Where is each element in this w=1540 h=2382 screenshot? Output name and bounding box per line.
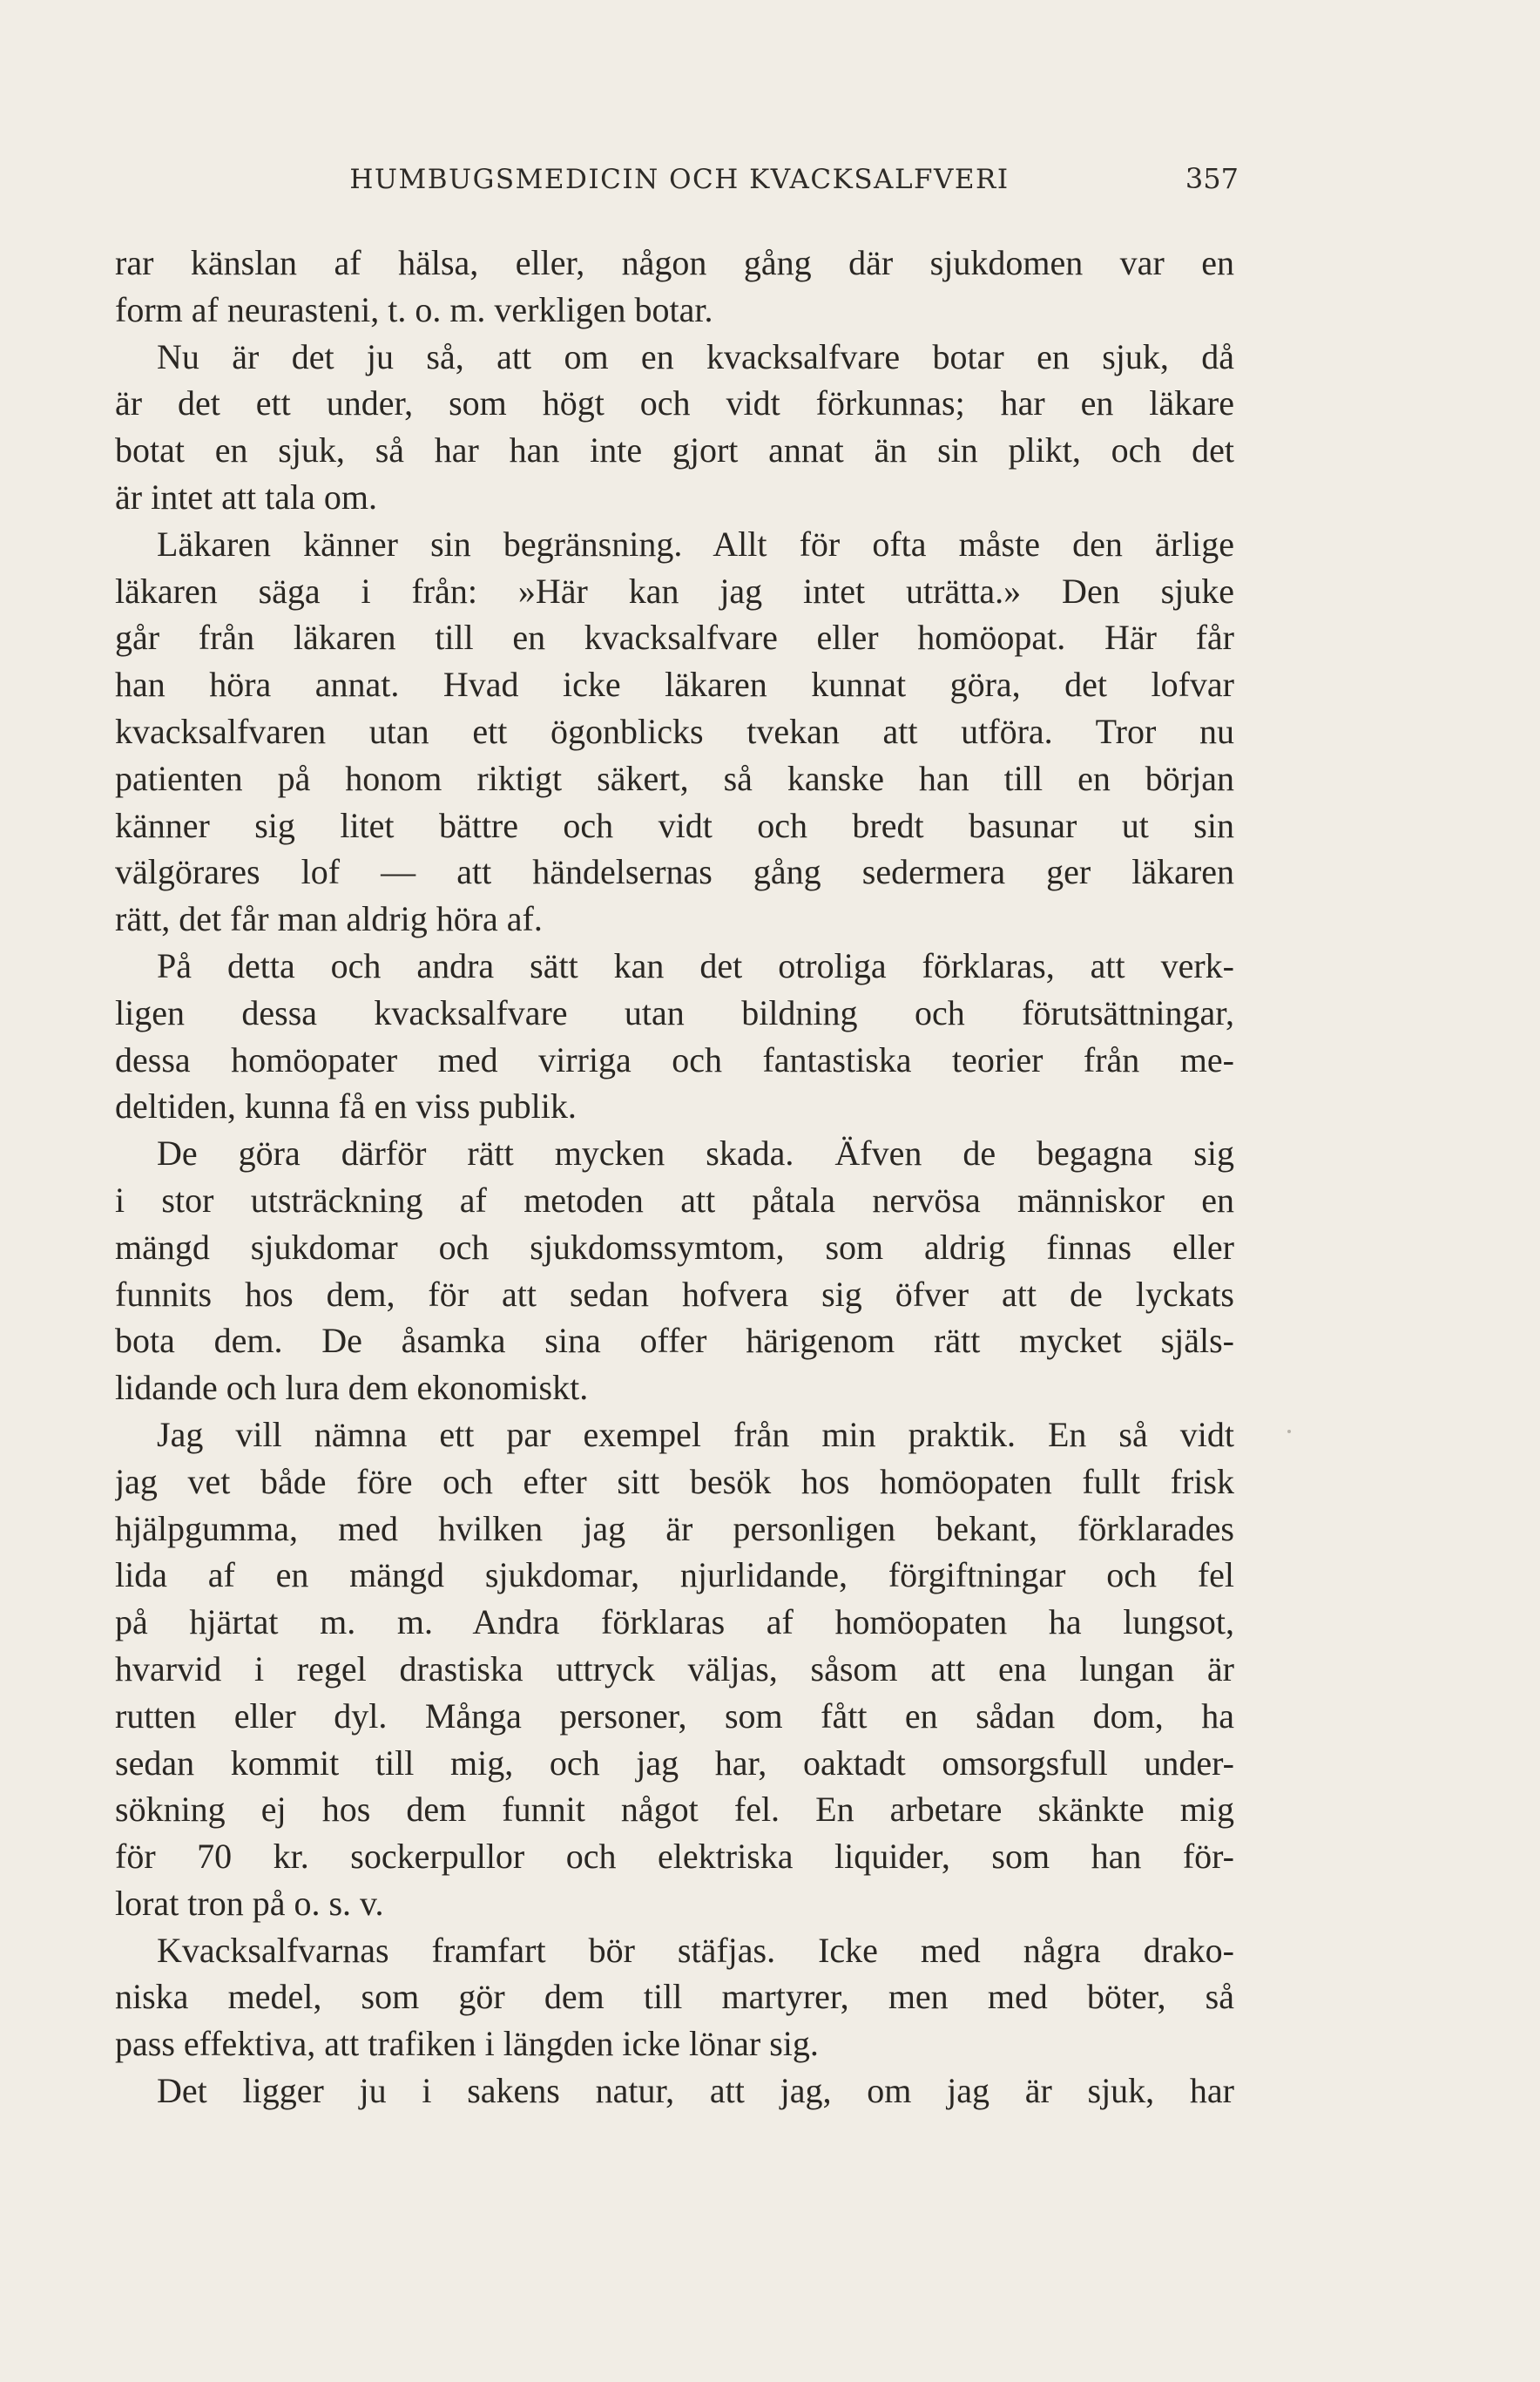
text-line: ligen dessa kvacksalfvare utan bildning och förutsättningar, (115, 992, 1234, 1032)
text-line: deltiden, kunna få en viss publik. (115, 1086, 577, 1127)
text-line: Kvacksalfvarnas framfart bör stäfjas. Icke med några drako- (157, 1930, 1234, 1970)
text-line: är intet att tala om. (115, 477, 377, 517)
page-number: 357 (1185, 162, 1239, 195)
text-line: lorat tron på o. s. v. (115, 1883, 384, 1923)
text-line: bota dem. De åsamka sina offer härigenom rätt mycket själs- (115, 1321, 1234, 1361)
text-line: sedan kommit till mig, och jag har, oaktadt omsorgsfull under- (115, 1743, 1234, 1783)
text-line: lidande och lura dem ekonomiskt. (115, 1368, 589, 1408)
text-line: patienten på honom riktigt säkert, så kanske han till en början (115, 758, 1234, 798)
text-line: jag vet både före och efter sitt besök hos homöopaten fullt frisk (115, 1461, 1234, 1501)
text-line: på hjärtat m. m. Andra förklaras af homöopaten ha lungsot, (115, 1602, 1234, 1642)
margin-speck (1287, 1430, 1291, 1433)
text-line: går från läkaren till en kvacksalfvare eller homöopat. Här får (115, 618, 1234, 658)
text-line: funnits hos dem, för att sedan hofvera sig öfver att de lyckats (115, 1274, 1234, 1314)
text-line: På detta och andra sätt kan det otroliga förklaras, att verk- (157, 945, 1234, 985)
text-line: för 70 kr. sockerpullor och elektriska liquider, som han för- (115, 1837, 1234, 1877)
text-line: välgörares lof — att händelsernas gång sedermera ger läkaren (115, 852, 1234, 892)
text-line: känner sig litet bättre och vidt och bredt basunar ut sin (115, 805, 1234, 845)
text-line: är det ett under, som högt och vidt förkunnas; har en läkare (115, 383, 1234, 423)
text-line: dessa homöopater med virriga och fantastiska teorier från me- (115, 1039, 1234, 1079)
text-line: i stor utsträckning af metoden att påtala nervösa människor en (115, 1180, 1234, 1220)
text-line: De göra därför rätt mycken skada. Äfven de begagna sig (157, 1133, 1234, 1174)
text-line: Nu är det ju så, att om en kvacksalfvare botar en sjuk, då (157, 336, 1234, 376)
text-line: niska medel, som gör dem till martyrer, men med böter, så (115, 1977, 1234, 2017)
text-line: pass effektiva, att trafiken i längden icke lönar sig. (115, 2024, 819, 2064)
text-line: läkaren säga i från: »Här kan jag intet uträtta.» Den sjuke (115, 571, 1234, 611)
text-line: Det ligger ju i sakens natur, att jag, om jag är sjuk, har (157, 2071, 1234, 2111)
text-line: rar känslan af hälsa, eller, någon gång där sjukdomen var en (115, 243, 1234, 282)
text-line: rätt, det får man aldrig höra af. (115, 899, 543, 939)
text-line: botat en sjuk, så har han inte gjort annat än sin plikt, och det (115, 430, 1234, 470)
text-line: han höra annat. Hvad icke läkaren kunnat göra, det lofvar (115, 665, 1234, 705)
text-line: form af neurasteni, t. o. m. verkligen botar. (115, 289, 713, 329)
text-line: rutten eller dyl. Många personer, som fått en sådan dom, ha (115, 1695, 1234, 1736)
text-line: lida af en mängd sjukdomar, njurlidande, förgiftningar och fel (115, 1555, 1234, 1595)
text-line: Jag vill nämna ett par exempel från min praktik. En så vidt (157, 1414, 1234, 1454)
text-line: sökning ej hos dem funnit något fel. En arbetare skänkte mig (115, 1790, 1234, 1830)
text-line: Läkaren känner sin begränsning. Allt för ofta måste den ärlige (157, 524, 1234, 564)
text-line: hjälpgumma, med hvilken jag är personligen bekant, förklarades (115, 1508, 1234, 1548)
running-head: HUMBUGSMEDICIN OCH KVACKSALFVERI (349, 164, 1010, 195)
text-line: hvarvid i regel drastiska uttryck väljas, såsom att ena lungan är (115, 1648, 1234, 1688)
body-text (115, 240, 1234, 2115)
text-line: kvacksalfvaren utan ett ögonblicks tvekan att utföra. Tror nu (115, 711, 1234, 751)
text-line: mängd sjukdomar och sjukdomssymtom, som aldrig finnas eller (115, 1227, 1234, 1267)
